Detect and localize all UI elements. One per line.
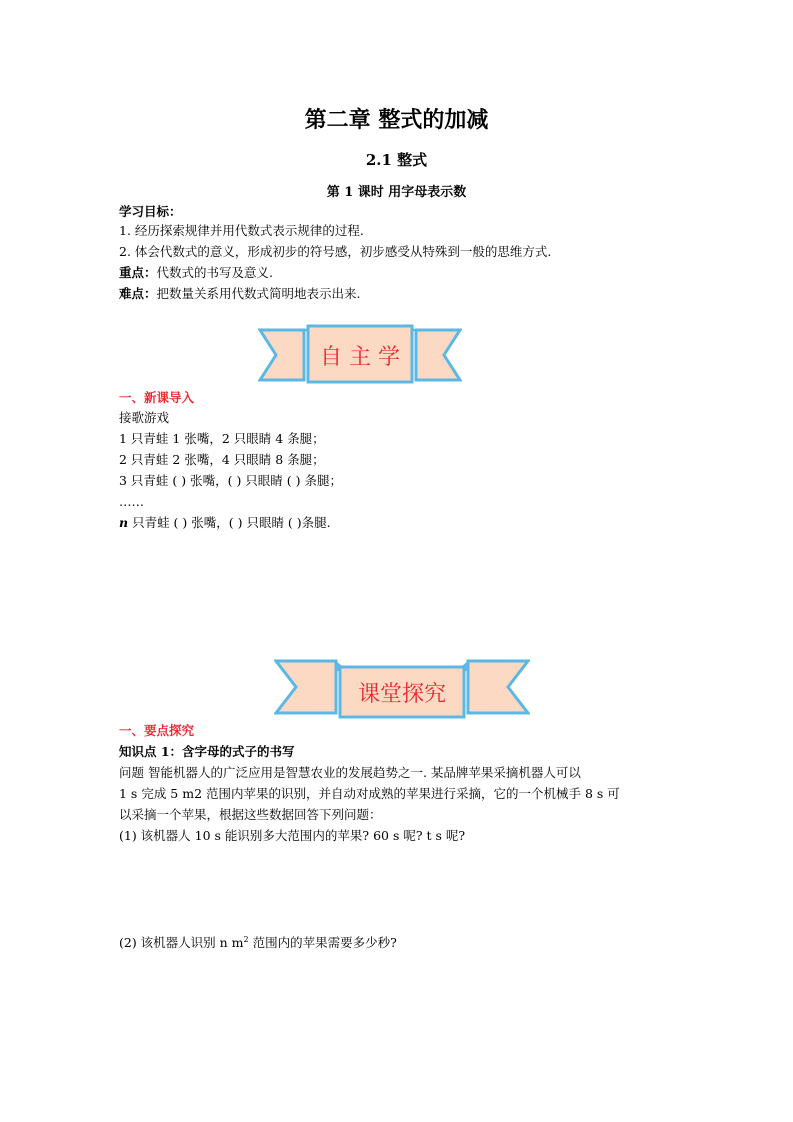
variable-n: n bbox=[119, 515, 129, 530]
self-study-banner bbox=[258, 322, 462, 388]
problem-line-1: 问题 智能机器人的广泛应用是智慧农业的发展趋势之一. 某品牌苹果采摘机器人可以 bbox=[119, 765, 581, 780]
lesson-title: 第 1 课时 用字母表示数 bbox=[326, 185, 467, 200]
key-point bbox=[119, 264, 273, 282]
objective-2: 2. 体会代数式的意义，形成初步的符号感，初步感受从特殊到一般的思维方式. bbox=[119, 244, 552, 259]
section-title: 2.1 整式 bbox=[365, 151, 428, 169]
class-inquiry-label: 课堂探究 bbox=[357, 682, 447, 707]
problem-line-3: 以采摘一个苹果，根据这些数据回答下列问题： bbox=[119, 807, 382, 822]
key-text: 代数式的书写及意义. bbox=[156, 265, 273, 280]
self-study-label: 自 主 学 bbox=[320, 345, 400, 370]
frog-row-2: 2 只青蛙 2 张嘴，4 只眼睛 8 条腿； bbox=[119, 452, 325, 467]
difficulty-label: 难点： bbox=[119, 286, 157, 301]
difficulty-text: 把数量关系用代数式简明地表示出来. bbox=[156, 286, 361, 301]
difficulty-point bbox=[119, 285, 361, 303]
class-inquiry-banner bbox=[274, 657, 530, 721]
chapter-title: 第二章 整式的加减 bbox=[304, 107, 489, 133]
problem-line-2: 1 s 完成 5 m2 范围内苹果的识别，并自动对成熟的苹果进行采摘，它的一个机械手 8 s 可 bbox=[119, 786, 620, 801]
intro-heading: 一、新课导入 bbox=[119, 390, 195, 405]
question-2-superscript: 2 bbox=[243, 935, 249, 944]
frog-row-3: 3 只青蛙 ( ) 张嘴，( ) 只眼睛 ( ) 条腿； bbox=[119, 473, 342, 488]
question-1: (1) 该机器人 10 s 能识别多大范围内的苹果? 60 s 呢? t s 呢? bbox=[119, 828, 466, 843]
objectives-heading: 学习目标： bbox=[119, 204, 182, 219]
objective-1: 1. 经历探索规律并用代数式表示规律的过程. bbox=[119, 223, 364, 238]
game-title: 接歌游戏 bbox=[119, 410, 170, 425]
question-2-a: (2) 该机器人识别 n m bbox=[119, 935, 244, 951]
question-2 bbox=[119, 931, 397, 952]
ellipsis: …… bbox=[119, 494, 144, 509]
key-label: 重点： bbox=[119, 265, 157, 280]
frog-row-1: 1 只青蛙 1 张嘴，2 只眼睛 4 条腿； bbox=[119, 431, 325, 446]
frog-row-n bbox=[119, 514, 331, 532]
knowledge-point-1: 知识点 1：含字母的式子的书写 bbox=[119, 744, 295, 759]
question-2-b: 范围内的苹果需要多少秒? bbox=[248, 935, 397, 951]
frog-row-n-text: 只青蛙 ( ) 张嘴，( ) 只眼睛 ( )条腿. bbox=[128, 515, 331, 530]
key-points-heading: 一、要点探究 bbox=[119, 723, 195, 738]
